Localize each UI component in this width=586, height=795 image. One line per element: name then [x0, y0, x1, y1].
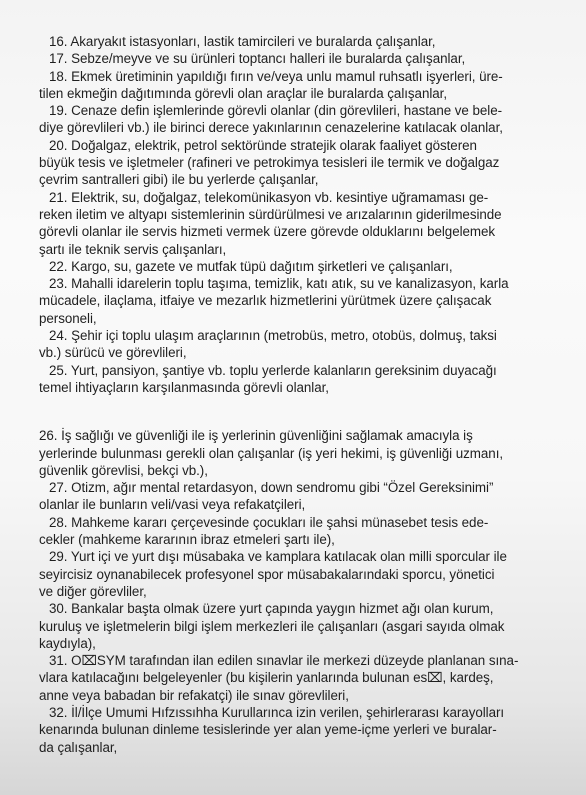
item-19-line-2: diye görevlileri vb.) ile birinci derece yakınlarının cenazelerine katılacak olanlar, [39, 120, 503, 136]
item-24-line-1: 24. Şehir içi toplu ulaşım araçlarının (metrobüs, metro, otobüs, dolmuş, taksi [49, 328, 497, 344]
item-18-line-1: 18. Ekmek üretiminin yapıldığı fırın ve/veya unlu mamul ruhsatlı işyerleri, üre- [49, 68, 503, 84]
item-26-line-1: 26. İş sağlığı ve güvenliği ile iş yerlerinin güvenliğini sağlamak amacıyla iş [39, 428, 473, 444]
item-32-line-2: kenarında bulunan dinleme tesislerinde yer alan yeme-içme yerleri ve buralar- [39, 722, 497, 738]
item-28-line-1: 28. Mahkeme kararı çerçevesinde çocukları ile şahsi münasebet tesis ede- [49, 514, 489, 530]
item-22-line-1: 22. Kargo, su, gazete ve mutfak tüpü dağıtım şirketleri ve çalışanları, [49, 258, 453, 274]
item-23-line-1: 23. Mahalli idarelerin toplu taşıma, temizlik, katı atık, su ve kanalizasyon, karla [49, 276, 509, 292]
item-32-line-3: da çalışanlar, [39, 739, 118, 755]
item-25-line-2: temel ihtiyaçların karşılanmasında görevli olanlar, [39, 379, 329, 395]
item-31-line-3: anne veya babadan bir refakatçi) ile sınav görevlileri, [39, 687, 349, 703]
item-20-line-2: büyük tesis ve işletmeler (rafineri ve petrokimya tesisleri ile termik ve doğalgaz [39, 155, 500, 171]
item-26-line-2: yerlerinde bulunması gerekli olan çalışanlar (iş yeri hekimi, iş güvenliği uzmanı, [39, 445, 504, 461]
item-27-line-1: 27. Otizm, ağır mental retardasyon, down sendromu gibi “Özel Gereksinimi” [49, 480, 494, 496]
item-29-line-2: seyircisiz oynanabilecek profesyonel spor müsabakalarındaki sporcu, yönetici [39, 566, 495, 582]
item-23-line-3: personeli, [39, 310, 97, 326]
item-31-line-1: 31. O⌧SYM tarafından ilan edilen sınavlar ile merkezi düzeyde planlanan sına- [49, 653, 519, 669]
item-25-line-1: 25. Yurt, pansiyon, şantiye vb. toplu yerlerde kalanların gereksinim duyacağı [49, 362, 497, 378]
item-16-line-1: 16. Akaryakıt istasyonları, lastik tamircileri ve buralarda çalışanlar, [49, 34, 436, 49]
item-21-line-3: görevli olanlar ile servis hizmeti vermek üzere görevde olduklarını belgelemek [39, 224, 496, 240]
item-30-line-1: 30. Bankalar başta olmak üzere yurt çapında yaygın hizmet ağı olan kurum, [49, 601, 494, 617]
item-20-line-1: 20. Doğalgaz, elektrik, petrol sektöründe stratejik olarak faaliyet gösteren [49, 137, 477, 153]
item-19-line-1: 19. Cenaze defin işlemlerinde görevli olanlar (din görevlileri, hastane ve bele- [49, 103, 503, 119]
item-21-line-4: şartı ile teknik servis çalışanları, [39, 241, 227, 257]
item-31-line-2: vlara katılacağını belgeleyenler (bu kişilerin yanlarında bulunan es⌧, kardeş, [39, 670, 494, 686]
item-32-line-1: 32. İl/İlçe Umumi Hıfzıssıhha Kurullarınca izin verilen, şehirlerarası karayolları [49, 704, 505, 720]
item-20-line-3: çevrim santralleri gibi) ile bu yerlerde çalışanlar, [39, 172, 319, 188]
item-27-line-2: olanlar ile bunların veli/vasi veya refakatçileri, [39, 497, 306, 513]
item-28-line-2: cekler (mahkeme kararının ibraz etmeleri şartı ile), [39, 532, 335, 548]
item-29-line-3: ve diğer görevliler, [39, 583, 147, 599]
item-26-line-3: güvenlik görevlisi, bekçi vb.), [39, 462, 208, 478]
item-23-line-2: mücadele, ilaçlama, itfaiye ve mezarlık hizmetlerini yürütmek üzere çalışacak [39, 293, 492, 309]
item-24-line-2: vb.) sürücü ve görevlileri, [39, 345, 187, 361]
item-30-line-3: kaydıyla), [39, 635, 96, 651]
item-18-line-2: tilen ekmeğin dağıtımında görevli olan araçlar ile buralarda çalışanlar, [39, 85, 448, 101]
item-21-line-2: reken iletim ve altyapı sistemlerinin sürdürülmesi ve arızalarının giderilmesinde [39, 206, 502, 222]
item-21-line-1: 21. Elektrik, su, doğalgaz, telekomünikasyon vb. kesintiye uğramaması ge- [49, 189, 489, 205]
paragraph-gap [39, 396, 554, 427]
item-17-line-1: 17. Sebze/meyve ve su ürünleri toptancı halleri ile buralarda çalışanlar, [49, 51, 466, 67]
item-29-line-1: 29. Yurt içi ve yurt dışı müsabaka ve kamplara katılacak olan milli sporcular ile [49, 549, 507, 565]
item-30-line-2: kuruluş ve işletmelerin bilgi işlem merkezleri ile çalışanları (asgari sayıda olmak [39, 618, 505, 634]
